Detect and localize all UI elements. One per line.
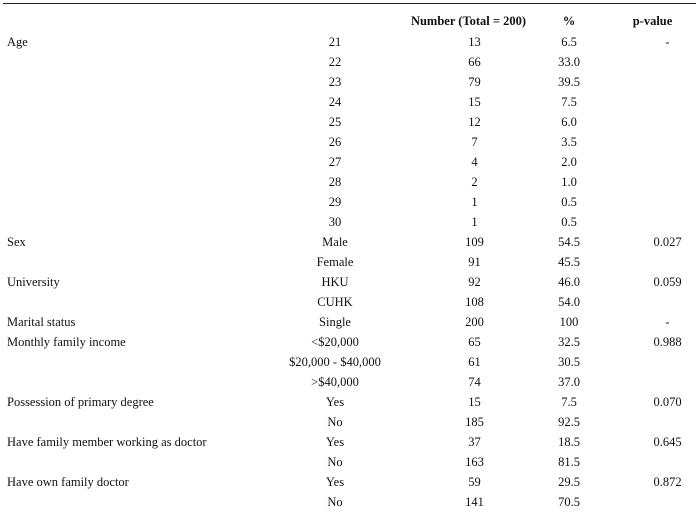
row-percent: 37.0: [558, 374, 580, 389]
row-number: 92: [468, 274, 481, 289]
row-variable: Possession of primary degree: [7, 394, 154, 409]
row-variable: [4, 152, 256, 172]
row-category: No: [327, 494, 343, 509]
row-number: 65: [468, 334, 481, 349]
row-category: <$20,000: [311, 334, 359, 349]
row-number: 66: [468, 54, 481, 69]
table-row: [4, 332, 696, 352]
table-row: [4, 92, 696, 112]
row-category: 27: [328, 154, 342, 169]
row-pvalue: 0.872: [653, 474, 682, 489]
row-variable: [4, 72, 256, 92]
row-number: 4: [471, 154, 478, 169]
row-category: 29: [328, 194, 342, 209]
row-variable: [4, 192, 256, 212]
row-number: 91: [468, 254, 481, 269]
row-number: 15: [468, 394, 481, 409]
row-pvalue: -: [665, 34, 670, 49]
row-variable: [4, 292, 256, 312]
row-variable: Have family member working as doctor: [7, 434, 207, 449]
row-percent: 3.5: [561, 134, 577, 149]
row-number: 61: [468, 354, 481, 369]
row-percent: 33.0: [558, 54, 580, 69]
row-number: 13: [468, 34, 481, 49]
table-row: [4, 392, 696, 412]
table-row: [4, 72, 696, 92]
row-number: 1: [471, 194, 478, 209]
row-variable: [4, 92, 256, 112]
row-pvalue: [609, 292, 696, 312]
row-variable: [4, 492, 256, 512]
table-row: [4, 492, 696, 512]
table-row: [4, 212, 696, 232]
row-category: 22: [328, 54, 342, 69]
row-pvalue: [609, 92, 696, 112]
table-top-rule: [3, 3, 696, 4]
row-percent: 54.5: [558, 234, 580, 249]
row-percent: 30.5: [558, 354, 580, 369]
table-row: [4, 372, 696, 392]
row-pvalue: [609, 192, 696, 212]
table-row: [4, 52, 696, 72]
row-category: No: [327, 454, 343, 469]
row-category: >$40,000: [311, 374, 359, 389]
row-variable: [4, 252, 256, 272]
row-variable: [4, 452, 256, 472]
header-percent: %: [562, 13, 576, 28]
row-number: 7: [471, 134, 478, 149]
row-variable: [4, 212, 256, 232]
row-percent: 7.5: [561, 94, 577, 109]
row-pvalue: 0.070: [653, 394, 682, 409]
row-number: 141: [465, 494, 484, 509]
row-pvalue: [609, 252, 696, 272]
row-pvalue: [609, 52, 696, 72]
row-category: Male: [322, 234, 348, 249]
row-category: 24: [328, 94, 342, 109]
row-category: No: [327, 414, 343, 429]
row-percent: 54.0: [558, 294, 580, 309]
table-row: [4, 292, 696, 312]
row-number: 108: [465, 294, 484, 309]
row-category: Yes: [325, 434, 345, 449]
row-pvalue: [609, 152, 696, 172]
table-row: [4, 232, 696, 252]
row-percent: 81.5: [558, 454, 580, 469]
header-variable: [4, 10, 256, 32]
row-category: 28: [328, 174, 342, 189]
row-pvalue: [609, 412, 696, 432]
row-variable: Marital status: [7, 314, 76, 329]
row-pvalue: [609, 172, 696, 192]
row-pvalue: [609, 352, 696, 372]
row-category: $20,000 - $40,000: [289, 354, 381, 369]
row-variable: [4, 372, 256, 392]
row-percent: 32.5: [558, 334, 580, 349]
row-variable: Have own family doctor: [7, 474, 129, 489]
table-row: [4, 32, 696, 52]
row-percent: 39.5: [558, 74, 580, 89]
row-pvalue: [609, 132, 696, 152]
header-pvalue: p-value: [632, 13, 673, 28]
row-variable: [4, 112, 256, 132]
row-pvalue: [609, 112, 696, 132]
row-variable: [4, 352, 256, 372]
row-percent: 6.0: [561, 114, 577, 129]
row-percent: 0.5: [561, 214, 577, 229]
table-body: [4, 32, 696, 512]
header-number: Number (Total = 200): [410, 13, 527, 28]
row-category: HKU: [321, 274, 349, 289]
row-percent: 70.5: [558, 494, 580, 509]
table-row: [4, 192, 696, 212]
row-category: Single: [319, 314, 351, 329]
row-pvalue: 0.988: [653, 334, 682, 349]
row-number: 74: [468, 374, 481, 389]
row-category: 25: [328, 114, 342, 129]
row-percent: 29.5: [558, 474, 580, 489]
row-variable: [4, 52, 256, 72]
row-pvalue: [609, 212, 696, 232]
row-percent: 2.0: [561, 154, 577, 169]
row-pvalue: 0.027: [653, 234, 682, 249]
row-variable: [4, 172, 256, 192]
row-variable: Sex: [7, 234, 26, 249]
table-row: [4, 112, 696, 132]
table-row: [4, 352, 696, 372]
row-variable: [4, 132, 256, 152]
row-number: 12: [468, 114, 481, 129]
row-number: 109: [465, 234, 484, 249]
row-number: 1: [471, 214, 478, 229]
row-number: 15: [468, 94, 481, 109]
row-percent: 18.5: [558, 434, 580, 449]
row-variable: University: [7, 274, 60, 289]
row-pvalue: [609, 452, 696, 472]
table-row: [4, 432, 696, 452]
row-variable: Monthly family income: [7, 334, 126, 349]
row-percent: 0.5: [561, 194, 577, 209]
table-row: [4, 252, 696, 272]
table-row: [4, 472, 696, 492]
row-percent: 7.5: [561, 394, 577, 409]
row-category: CUHK: [317, 294, 353, 309]
row-percent: 46.0: [558, 274, 580, 289]
row-category: Yes: [325, 474, 345, 489]
row-number: 2: [471, 174, 478, 189]
table-row: [4, 152, 696, 172]
row-number: 200: [465, 314, 484, 329]
row-percent: 1.0: [561, 174, 577, 189]
table-row: [4, 172, 696, 192]
row-pvalue: 0.059: [653, 274, 682, 289]
table-header-row: [4, 10, 696, 32]
row-pvalue: [609, 492, 696, 512]
header-category: [256, 10, 408, 32]
table-row: [4, 272, 696, 292]
row-percent: 100: [559, 314, 579, 329]
row-percent: 92.5: [558, 414, 580, 429]
demographics-table: [4, 10, 696, 512]
row-variable: Age: [7, 34, 28, 49]
row-pvalue: 0.645: [653, 434, 682, 449]
row-pvalue: [609, 372, 696, 392]
row-category: 23: [328, 74, 342, 89]
table-row: [4, 412, 696, 432]
table-row: [4, 452, 696, 472]
row-category: Yes: [325, 394, 345, 409]
row-variable: [4, 412, 256, 432]
row-category: 30: [328, 214, 342, 229]
row-number: 59: [468, 474, 481, 489]
table-row: [4, 132, 696, 152]
row-number: 163: [465, 454, 484, 469]
row-category: Female: [316, 254, 354, 269]
row-percent: 45.5: [558, 254, 580, 269]
row-number: 79: [468, 74, 481, 89]
table-row: [4, 312, 696, 332]
row-number: 185: [465, 414, 484, 429]
row-pvalue: -: [665, 314, 670, 329]
row-category: 26: [328, 134, 342, 149]
row-pvalue: [609, 72, 696, 92]
row-number: 37: [468, 434, 481, 449]
row-category: 21: [328, 34, 342, 49]
row-percent: 6.5: [561, 34, 577, 49]
